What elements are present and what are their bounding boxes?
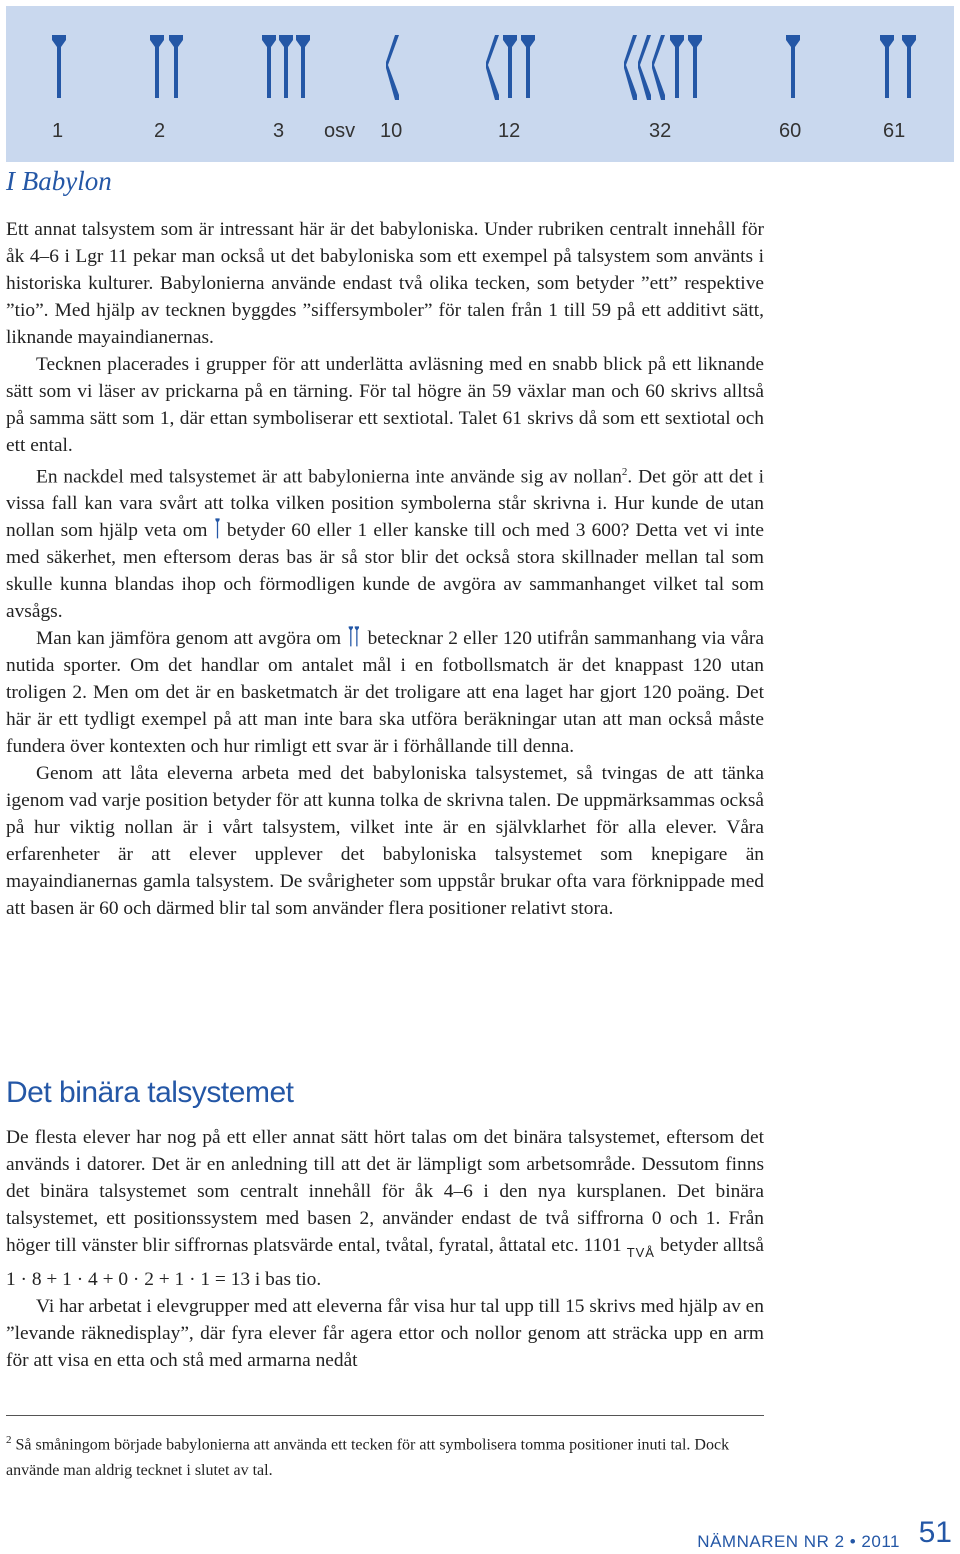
paragraph-text: Man kan jämföra genom att avgöra om bbox=[36, 628, 342, 650]
glyph-row bbox=[6, 34, 954, 104]
babylonian-1-inline-icon bbox=[214, 518, 221, 539]
paragraph: Ett annat talsystem som är intressant här är det babyloniska. Under rubriken centralt innehåll för åk 4–6 i Lgr 11 pekar man också ut det babyloniska som ett exempel på talsystem som använts i historiska kulturer. Babylonierna använde endast två olika tecken, som betyder ”ett” respektive ”tio”. Med hjälp av tecknen byggdes ”siffersymboler” för talen från 1 till 59 på ett additivt sätt, liknande mayaindianernas. bbox=[6, 219, 764, 348]
footnote-divider bbox=[6, 1415, 764, 1416]
number-label: 10 bbox=[380, 120, 403, 142]
page-number: 51 bbox=[918, 1516, 952, 1549]
section-heading-binary: Det binära talsystemet bbox=[6, 1076, 294, 1109]
babylonian-1-icon bbox=[52, 34, 66, 100]
number-label: 32 bbox=[649, 120, 672, 142]
magazine-name: NÄMNAREN NR 2 • 2011 bbox=[697, 1532, 900, 1551]
paragraph bbox=[6, 459, 764, 625]
paragraph-text: betyder alltså 1 · 8 + 1 · 4 + 0 · 2 + 1 · 1 = 13 i bas tio. bbox=[6, 1235, 765, 1290]
paragraph bbox=[6, 1124, 764, 1293]
babylonian-3-icon bbox=[262, 34, 310, 100]
babylonian-10-icon bbox=[386, 34, 400, 100]
number-label: 60 bbox=[779, 120, 802, 142]
paragraph-text: betyder 60 eller 1 eller kanske till och med 3 600? Detta vet vi inte med säkerhet, men eftersom deras bas är så stor blir det också stora skillnader mellan tal som skulle kunna blandas ihop och förmodligen kunde de avgöra av sammanhanget vilket tal som avsågs. bbox=[6, 520, 764, 623]
paragraph: Vi har arbetat i elevgrupper med att eleverna får visa hur tal upp till 15 skrivs med hjälp av en ”levande räknedisplay”, där fyra elever får agera ettor och nollor genom att sträcka upp en arm för att visa en etta och stå med armarna nedåt bbox=[6, 1296, 764, 1371]
binary-body bbox=[6, 1124, 764, 1374]
footnote bbox=[6, 1427, 764, 1484]
number-label: 61 bbox=[883, 120, 906, 142]
number-labels bbox=[6, 120, 954, 150]
babylonian-numerals-panel bbox=[6, 6, 954, 162]
paragraph-text: En nackdel med talsystemet är att babylonierna inte använde sig av nollan bbox=[36, 466, 622, 488]
paragraph-text: betecknar 2 eller 120 utifrån sammanhang via våra nutida sporter. Om det handlar om antalet mål i en fotbollsmatch är det knappast 120 utan troligen 2. Men om det är en basketmatch är det troligare att ena laget har gjort 120 poäng. Det här är ett tydligt exempel på att man inte bara ska utföra beräkningar utan att man också måste fundera över kontexten och hur rimligt ett svar är i förhållande till denna. bbox=[6, 628, 764, 758]
paragraph-text: De flesta elever har nog på ett eller annat sätt hört talas om det binära talsystemet, eftersom det används i datorer. Det är en anledning till att det är lämpligt som arbetsområde. Dessutom finns det binära talsystemet som centralt innehåll för åk 4–6 i den nya kursplanen. Det binära talsystemet, ett positionssystem med basen 2, använder endast de två siffrorna 0 och 1. Från höger till vänster blir siffrornas platsvärde ental, tvåtal, fyratal, åttatal etc. 1101 bbox=[6, 1127, 764, 1256]
paragraph-text: . Det gör att det i vissa fall kan vara svårt att tolka vilken position symbolerna står skrivna i. Hur kunde de utan nollan som hjälp veta om bbox=[6, 466, 764, 542]
paragraph bbox=[6, 625, 764, 760]
babylonian-61-icon bbox=[880, 34, 916, 100]
babylonian-60-icon bbox=[786, 34, 800, 100]
number-label: 3 bbox=[273, 120, 285, 142]
footnote-marker: 2 bbox=[6, 1434, 12, 1446]
footnote-text: Så småningom började babylonierna att använda ett tecken för att symbolisera tomma positioner inuti tal. Dock använde man aldrig tecknet i slutet av tal. bbox=[6, 1436, 730, 1480]
paragraph: Tecknen placerades i grupper för att underlätta avläsning med en snabb blick på ett liknande sätt som vi läser av prickarna på en tärning. För tal högre än 59 växlar man och 60 skrivs alltså på samma sätt som 1, där ettan symboliserar ett sextiotal. Talet 61 skrivs då som ett sextiotal och ett ental. bbox=[6, 354, 764, 456]
number-label: osv bbox=[324, 120, 356, 142]
number-label: 12 bbox=[498, 120, 521, 142]
babylon-body bbox=[6, 216, 764, 922]
babylonian-2-icon bbox=[150, 34, 184, 100]
number-label: 2 bbox=[154, 120, 166, 142]
paragraph: Genom att låta eleverna arbeta med det babyloniska talsystemet, så tvingas de att tänka igenom vad varje position betyder för att kunna tolka de skrivna talen. De uppmärksammas också på hur viktig nollan är i vårt talsystem, vilket inte är en självklarhet för alla elever. Våra erfarenheter är att elever upplever det babyloniska talsystemet som knepigare än mayaindianernas gamla talsystem. De svårigheter som uppstår brukar ofta vara förknippade med att basen är 60 och därmed blir tal som använder flera positioner relativt stora. bbox=[6, 763, 764, 920]
section-title-babylon: I Babylon bbox=[6, 166, 112, 196]
footnote-ref: 2 bbox=[621, 466, 628, 478]
babylonian-2-inline-icon bbox=[346, 626, 362, 647]
babylonian-12-icon bbox=[486, 34, 536, 100]
base-subscript: TVÅ bbox=[626, 1245, 655, 1260]
babylonian-32-icon bbox=[624, 34, 704, 100]
number-label: 1 bbox=[52, 120, 64, 142]
